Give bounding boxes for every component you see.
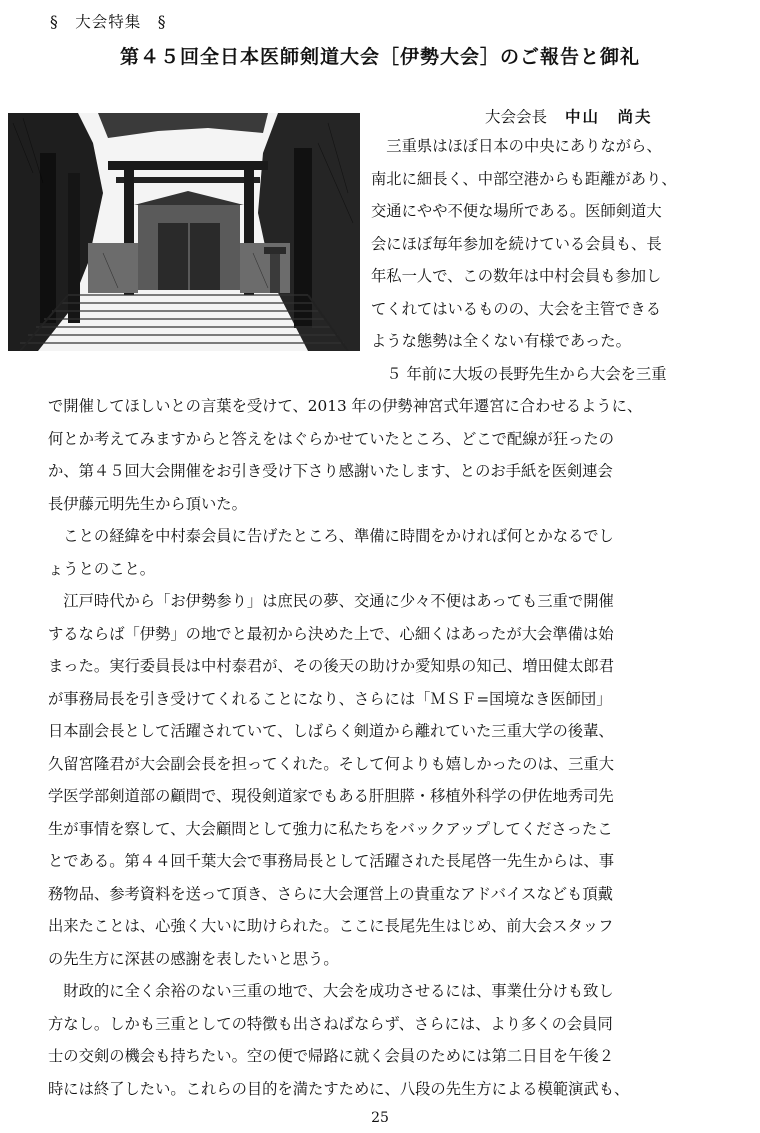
body-line: 年私一人で、この数年は中村会員も参加し	[371, 267, 662, 285]
body-line: てくれてはいるものの、大会を主管できる	[371, 300, 662, 318]
body-line: 三重県はほぼ日本の中央にありながら、	[371, 137, 662, 155]
body-line: するならば「伊勢」の地でと最初から決めた上で、心細くはあったが大会準備は始	[48, 625, 614, 643]
author-role: 大会会長	[485, 108, 548, 126]
body-line: 財政的に全く余裕のない三重の地で、大会を成功させるには、事業仕分けも致し	[48, 982, 614, 1000]
body-line: 何とか考えてみますからと答えをはぐらかせていたところ、どこで配線が狂ったの	[48, 430, 614, 448]
body-line: 士の交剣の機会も持ちたい。空の便で帰路に就く会員のためには第二日目を午後２	[48, 1047, 614, 1065]
body-line: ことの経緯を中村泰会員に告げたところ、準備に時間をかければ何とかなるでし	[48, 527, 614, 545]
body-line: が事務局長を引き受けてくれることになり、さらには「ＭＳＦ=国境なき医師団」	[48, 690, 612, 708]
body-line: 時には終了したい。これらの目的を満たすために、八段の先生方による模範演武も、	[48, 1080, 630, 1098]
body-line: 学医学部剣道部の顧問で、現役剣道家でもある肝胆膵・移植外科学の伊佐地秀司先	[48, 787, 614, 805]
body-line: 方なし。しかも三重としての特徴も出さねばならず、さらには、より多くの会員同	[48, 1015, 613, 1033]
shrine-illustration	[8, 113, 360, 351]
body-line: まった。実行委員長は中村泰君が、その後天の助けか愛知県の知己、増田健太郎君	[48, 657, 614, 675]
article-title: 第４５回全日本医師剣道大会［伊勢大会］のご報告と御礼	[119, 46, 640, 68]
body-line: 務物品、参考資料を送って頂き、さらに大会運営上の貴重なアドバイスなども頂戴	[48, 885, 613, 903]
body-line: ような態勢は全くない有様であった。	[371, 332, 631, 350]
body-line: か、第４５回大会開催をお引き受け下さり感謝いたします、とのお手紙を医剣連会	[48, 462, 613, 480]
body-line: 会にほぼ毎年参加を続けている会員も、長	[371, 235, 662, 253]
body-line: 久留宮隆君が大会副会長を担ってくれた。そして何よりも嬉しかったのは、三重大	[48, 755, 614, 773]
section-tag: § 大会特集 §	[50, 13, 167, 31]
body-line: 江戸時代から「お伊勢参り」は庶民の夢、交通に少々不便はあっても三重で開催	[48, 592, 614, 610]
body-line: 生が事情を察して、大会顧問として強力に私たちをバックアップしてくださったこ	[48, 820, 613, 838]
body-line: とである。第４４回千葉大会で事務局長として活躍された長尾啓一先生からは、事	[48, 852, 614, 870]
body-line: ょうとのこと。	[48, 560, 156, 578]
body-line: 南北に細長く、中部空港からも距離があり、	[371, 170, 677, 188]
body-line: 日本副会長として活躍されていて、しばらく剣道から離れていた三重大学の後輩、	[48, 722, 614, 740]
body-line: の先生方に深甚の感謝を表したいと思う。	[48, 950, 339, 968]
body-line: 長伊藤元明先生から頂いた。	[48, 495, 247, 513]
body-line: で開催してほしいとの言葉を受けて、2013 年の伊勢神宮式年遷宮に合わせるように、	[48, 397, 643, 415]
body-line: ５ 年前に大坂の長野先生から大会を三重	[371, 365, 667, 383]
body-line: 交通にやや不便な場所である。医師剣道大	[371, 202, 662, 220]
author-line	[485, 105, 653, 127]
body-line: 出来たことは、心強く大いに助けられた。ここに長尾先生はじめ、前大会スタッフ	[48, 917, 614, 935]
author-name: 中山 尚夫	[565, 107, 653, 126]
page-number: 25	[371, 1110, 389, 1126]
shrine-gate-drawing	[8, 113, 360, 351]
